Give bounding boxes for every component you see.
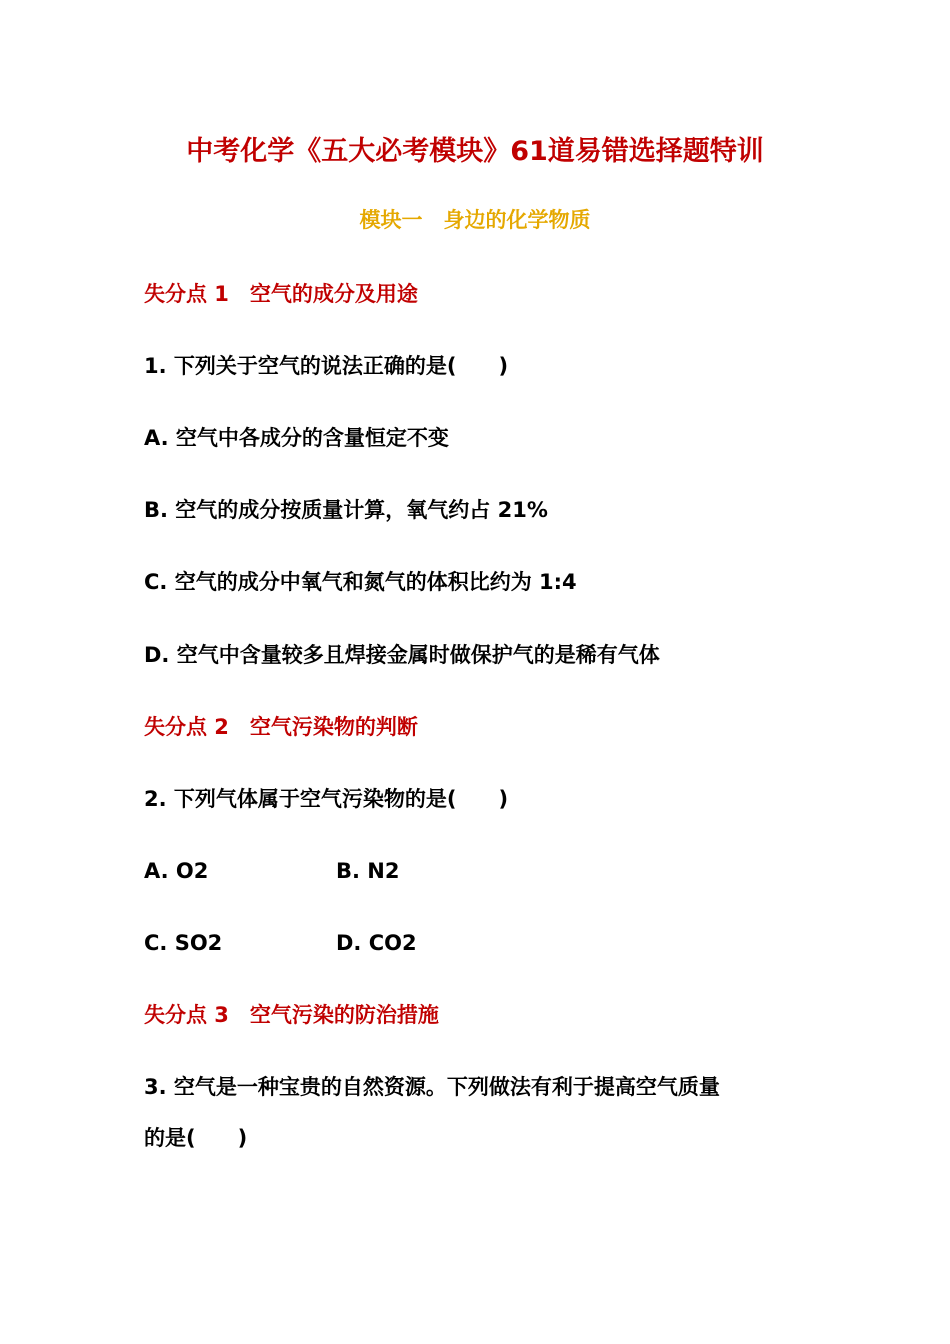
question-1-stem: 1. 下列关于空气的说法正确的是( ) xyxy=(144,354,509,378)
question-2-option-d: D. CO2 xyxy=(336,931,417,955)
point-heading-1: 失分点 1 空气的成分及用途 xyxy=(144,282,418,306)
question-2-option-b: B. N2 xyxy=(336,859,400,883)
question-1-option-d: D. 空气中含量较多且焊接金属时做保护气的是稀有气体 xyxy=(144,643,660,667)
question-1-option-b: B. 空气的成分按质量计算，氧气约占 21% xyxy=(144,498,548,522)
question-2-option-c: C. SO2 xyxy=(144,931,223,955)
module-heading: 模块一 身边的化学物质 xyxy=(359,208,591,232)
question-1-option-c: C. 空气的成分中氧气和氮气的体积比约为 1:4 xyxy=(144,570,577,594)
point-heading-3: 失分点 3 空气污染的防治措施 xyxy=(144,1003,439,1027)
question-3-stem-line-1: 3. 空气是一种宝贵的自然资源。下列做法有利于提高空气质量 xyxy=(144,1075,720,1099)
question-2-option-a: A. O2 xyxy=(144,859,209,883)
question-2-row-2 xyxy=(144,931,417,955)
question-3-stem-line-2: 的是( ) xyxy=(144,1126,248,1150)
question-1-option-a: A. 空气中各成分的含量恒定不变 xyxy=(144,426,449,450)
question-2-stem: 2. 下列气体属于空气污染物的是( ) xyxy=(144,787,509,811)
question-2-row-1 xyxy=(144,859,400,883)
document-title: 中考化学《五大必考模块》61道易错选择题特训 xyxy=(186,136,764,167)
point-heading-2: 失分点 2 空气污染物的判断 xyxy=(144,715,418,739)
